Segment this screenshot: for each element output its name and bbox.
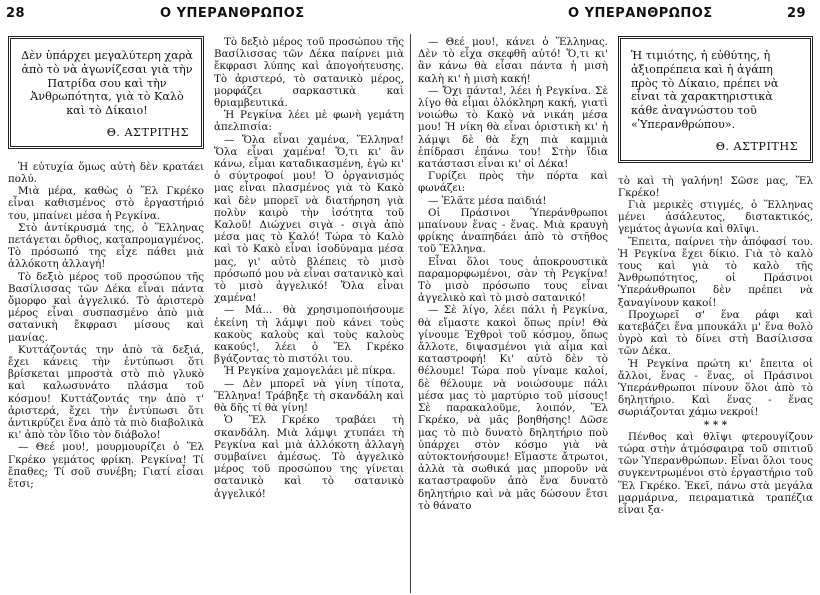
column-1 (8, 36, 204, 490)
quote-box-left (8, 36, 204, 149)
paragraph: — Ὄχι πάντα!, λέει ἡ Ρεγκίνα. Σὲ λίγο θὰ εἶμαι ὁλόκληρη κακή, γιατὶ νοιώθω τὸ Κακὸ νὰ νικάη μέσα μου! Ἡ νίκη θὰ εἶναι ὁριστικὴ κι' ἡ λάμψι δὲ θὰ ἔχη πιὰ καμμιὰ ἐπίδρασι ἐπάνω του! Στὴν ἴδια κατάστασι εἶναι κι' οἱ Δέκα! (418, 84, 608, 171)
paragraph: Στὸ ἀντίκρυσμά της, ὁ Ἕλληνας πετάγεται ὄρθιος, καταπρομαγμένος. Τὸ πρόσωπό της εἶχε πάθει μιὰ ἀλλόκοτη ἀλλαγή! (8, 221, 204, 271)
quote-text: Ἡ τιμιότης, ἡ εὐθύτης, ἡ ἀξιοπρέπεια καὶ ἡ ἀγάπη πρὸς τὸ Δίκαιο, πρέπει νὰ εἶναι τὰ χαρακτηριστικὰ κάθε ἀναγνώστου τοῦ «Ὑπερανθρώπου». (631, 49, 779, 131)
paragraph: — Θεέ μου!, μουρμουρίζει ὁ Ἕλ Γκρέκο γεμάτος φρίκη. Ρεγκίνα! Τί ἔπαθες; Τί σοῦ συνέβη; Γιατί εἶσαι ἔτσι; (8, 441, 204, 491)
paragraph: Ἔπειτα, παίρνει τὴν ἀπόφασί του. Ἡ Ρεγκίνα ἔχει δίκιο. Γιὰ τὸ καλὸ τους καὶ γιὰ τὸ καλὸ τῆς Ἀνθρωπότητος, οἱ Πράσινοι Ὑπεράνθρωποι δὲν πρέπει νὰ ξαναγίνουν κακοί! (618, 235, 813, 309)
column-3 (418, 36, 608, 512)
paragraph: Ὁ Ἕλ Γκρέκο τραβάει τὴ σκανδάλη. Μιὰ λάμψι χτυπάει τὴ Ρεγκίνα καὶ μιὰ ἀλλόκοτη ἀλλαγὴ συμβαίνει ἀμέσως. Τὸ ἀγγελικὸ μέρος τοῦ προσώπου της γίνεται σατανικὸ καὶ τὸ σατανικὸ ἀγγελικό! (214, 414, 404, 500)
paragraph: Γιὰ μερικὲς στιγμές, ὁ Ἕλληνας μένει ἀσάλευτος, διστακτικός, γεμάτος ἀγωνία καὶ θλῖψι. (618, 198, 813, 236)
section-break-stars: * * * (703, 418, 728, 431)
paragraph: Εἶναι ὅλοι τους ἀποκρουστικὰ παραμορφωμένοι, σὰν τὴ Ρεγκίνα! Τὸ μισὸ πρόσωπο τους εἶναι ἀγγελικὸ καὶ τὸ μισὸ σατανικό! (418, 255, 608, 305)
right-page-number: 29 (787, 6, 807, 21)
paragraph: Μιὰ μέρα, καθὼς ὁ Ἕλ Γκρέκο εἶναι καθισμένος στὸ ἐργαστήριό του, μπαίνει μέσα ἡ Ρεγκίνα. (8, 185, 204, 222)
quote-text: Δὲν ὑπάρχει μεγαλύτερη χαρὰ ἀπὸ τὸ νὰ ἀγωνίζεσαι γιὰ τὴν Πατρίδα σου καὶ τὴν Ἀνθρωπότητα, γιὰ τὸ Καλὸ καὶ τὸ Δίκαιο! (21, 49, 193, 118)
paragraph: — Μά... θὰ χρησιμοποιήσουμε ἐκείνη τὴ λάμψι ποὺ κάνει τοὺς κακοὺς καλοὺς καὶ τοὺς καλοὺς κακούς!, λέει ὁ Ἕλ Γκρέκο βγάζοντας τὸ πιστόλι του. (214, 304, 404, 366)
paragraph: — Σὲ λίγο, λέει πάλι ἡ Ρεγκίνα, θὰ εἴμαστε κακοὶ ὅπως πρίν! Θὰ γίνουμε Ἐχθροὶ τοῦ κόσμου, ὅπως ἄλλοτε, διψασμένοι γιὰ αἷμα καὶ καταστροφή! Κι' αὐτὸ δὲν τὸ θέλουμε! Τώρα ποὺ γίναμε καλοί, δὲ θέλουμε νὰ νοιώσουμε πάλι μέσα μας τὸ μαρτύριο τοῦ μίσους! Σὲ παρακαλοῦμε, λοιπόν, Ἕλ Γκρέκο, νὰ μᾶς βοηθήσης! Δῶσε μας τὸ πιὸ δυνατὸ δηλητήριο ποὺ ὑπάρχει στὸν κόσμο γιὰ νὰ αὐτοκτονήσουμε! Εἴμαστε ἄτρωτοι, ἀλλὰ τὰ σωθικά μας μποροῦν νὰ καταστραφοῦν ἀπὸ ἕνα δυνατὸ δηλητήριο καὶ νὰ μᾶς δώσουν ἔτσι τὸ θάνατο (418, 304, 608, 512)
left-running-title: Ο ΥΠΕΡΑΝΘΡΩΠΟΣ (160, 6, 305, 21)
left-page-number: 28 (6, 6, 26, 21)
column-2 (214, 36, 404, 500)
paragraph: Πένθος καὶ θλῖψι φτερουγίζουν τώρα στὴν ἀτμόσφαιρα τοῦ σπιτιοῦ τῶν Ὑπερανθρώπων. Εἶναι ὅλοι τους συγκεντρωμένοι στὸ ἐργαστήριο τοῦ Ἕλ Γκρέκο. Ἐκεῖ, πάνω στὰ μεγάλα μαρμάρινα, πειραματικὰ τραπέζια εἶναι ξα- (618, 430, 813, 517)
paragraph: Κυττάζοντάς την ἀπὸ τὰ δεξιά, ἔχει κάνεις τὴν ἐντύπωσι ὅτι βρίσκεται μπροστὰ στὸ πιὸ γλυκὸ καὶ καλωσυνάτο πλάσμα τοῦ κόσμου! Κυττάζοντάς την ἀπὸ τ' ἀριστερά, ἔχει τὴν ἐντύπωσι ὅτι ἀντικρύζει ἕνα ἀπὸ τὰ πιὸ διαβολικὰ κι' ἀπὸ τὸν ἴδιο τὸν διάβολο! (8, 343, 204, 442)
paragraph: — Ὅλα εἶναι χαμένα, Ἕλληνα! Ὅλα εἶναι χαμένα! Ὅ,τι κι' ἂν κάνω, εἶμαι καταδικασμένη, ἐγὼ κι' ὁ σύντροφοί μου! Ὁ ὀργανισμός μας εἶναι πλασμένος γιὰ τὸ Κακὸ καὶ δὲν μπορεῖ νὰ διατήρηση γιὰ πολὺν καιρὸ τὴν ἰσότητα τοῦ Καλοῦ! Διώχνει σιγὰ - σιγὰ ἀπὸ μέσα μας τὸ Καλό! Τώρα τὸ Καλὸ καὶ τὸ Κακὸ εἶναι ἰσοδύναμα μέσα μας, γι' αὐτὸ βλέπεις τὸ μισὸ πρόσωπό μου νὰ εἶναι σατανικὸ καὶ τὸ μισὸ ἀγγελικό! Ὅλα εἶναι χαμένα! (214, 133, 404, 305)
paragraph: Προχωρεῖ σ' ἕνα ράφι καὶ κατεβάζει ἕνα μπουκάλι μ' ἕνα θολὸ ὑγρὸ καὶ τὸ δίνει στὴ Βασίλισσα τῶν Δέκα. (618, 308, 813, 358)
paragraph: Ἡ Ρεγκίνα χαμογελάει μὲ πίκρα. (224, 365, 396, 378)
gutter-rule (410, 34, 411, 593)
paragraph: Ἡ Ρεγκίνα λέει μὲ φωνὴ γεμάτη ἀπελπισία: (214, 109, 404, 134)
column-4 (618, 36, 813, 516)
paragraph: — Θεέ μου!, κάνει ὁ Ἕλληνας. Δὲν τὸ εἶχα σκεφθῆ αὐτό! Ὅ,τι κι' ἂν κάνω θὰ εἶσαι πάντα ἡ μισὴ καλὴ κι' ἡ μισὴ κακή! (418, 36, 608, 85)
quote-signature: Θ. ΑΣΤΡΙΤΗΣ (715, 139, 798, 153)
paragraph: Τὸ δεξιὸ μέρος τοῦ προσώπου τῆς Βασίλισσας τῶν Δέκα παίρνει μιὰ ἔκφρασι λύπης καὶ ἀπογοήτευσης. Τὸ ἀριστερό, τὸ σατανικὸ μέρος, μορφάζει σαρκαστικὰ καὶ θριαμβευτικά. (214, 36, 404, 110)
right-running-title: Ο ΥΠΕΡΑΝΘΡΩΠΟΣ (568, 6, 713, 21)
paragraph: Γυρίζει πρὸς τὴν πόρτα καὶ φωνάζει: (418, 170, 608, 195)
paragraph: τὸ καὶ τὴ γαλήνη! Σῶσε μας, Ἕλ Γκρέκο! (618, 174, 813, 199)
paragraph: — Ἐλᾶτε μέσα παιδιά! (428, 194, 547, 207)
paragraph: Ἡ Ρεγκίνα πρώτη κι' ἔπειτα οἱ ἄλλοι, ἕνας - ἕνας, οἱ Πράσινοι Ὑπεράνθρωποι πίνουν ὅλοι ἀπὸ τὸ δηλητήριο. Καὶ ἕνας - ἕνας σωριάζονται χάμω νεκροί! (618, 357, 813, 419)
paragraph: — Δὲν μπορεῖ νὰ γίνη τίποτα, Ἕλληνα! Τράβηξε τὴ σκανδάλη καὶ θὰ δῆς τί θὰ γίνη! (214, 377, 404, 415)
quote-signature: Θ. ΑΣΤΡΙΤΗΣ (106, 125, 189, 139)
quote-box-right (618, 36, 813, 163)
paragraph: Οἱ Πράσινοι Ὑπεράνθρωποι μπαίνουν ἕνας - ἕνας. Μιὰ κραυγὴ φρίκης ἀναπηδάει ἀπὸ τὸ στῆθος τοῦ Ἕλληνα. (418, 206, 608, 256)
paragraph: Τὸ δεξιὸ μέρος τοῦ προσώπου τῆς Βασίλισσας τῶν Δέκα εἶναι πάντα ὄμορφο καὶ ἀγγελικό. Τὸ ἀριστερὸ μέρος εἶναι συσπασμένο ἀπὸ μιὰ σατανικὴ ἔκφρασι μίσους καὶ μανίας. (8, 270, 204, 344)
paragraph: Ἡ εὐτυχία ὅμως αὐτὴ δὲν κρατάει πολύ. (8, 160, 204, 185)
